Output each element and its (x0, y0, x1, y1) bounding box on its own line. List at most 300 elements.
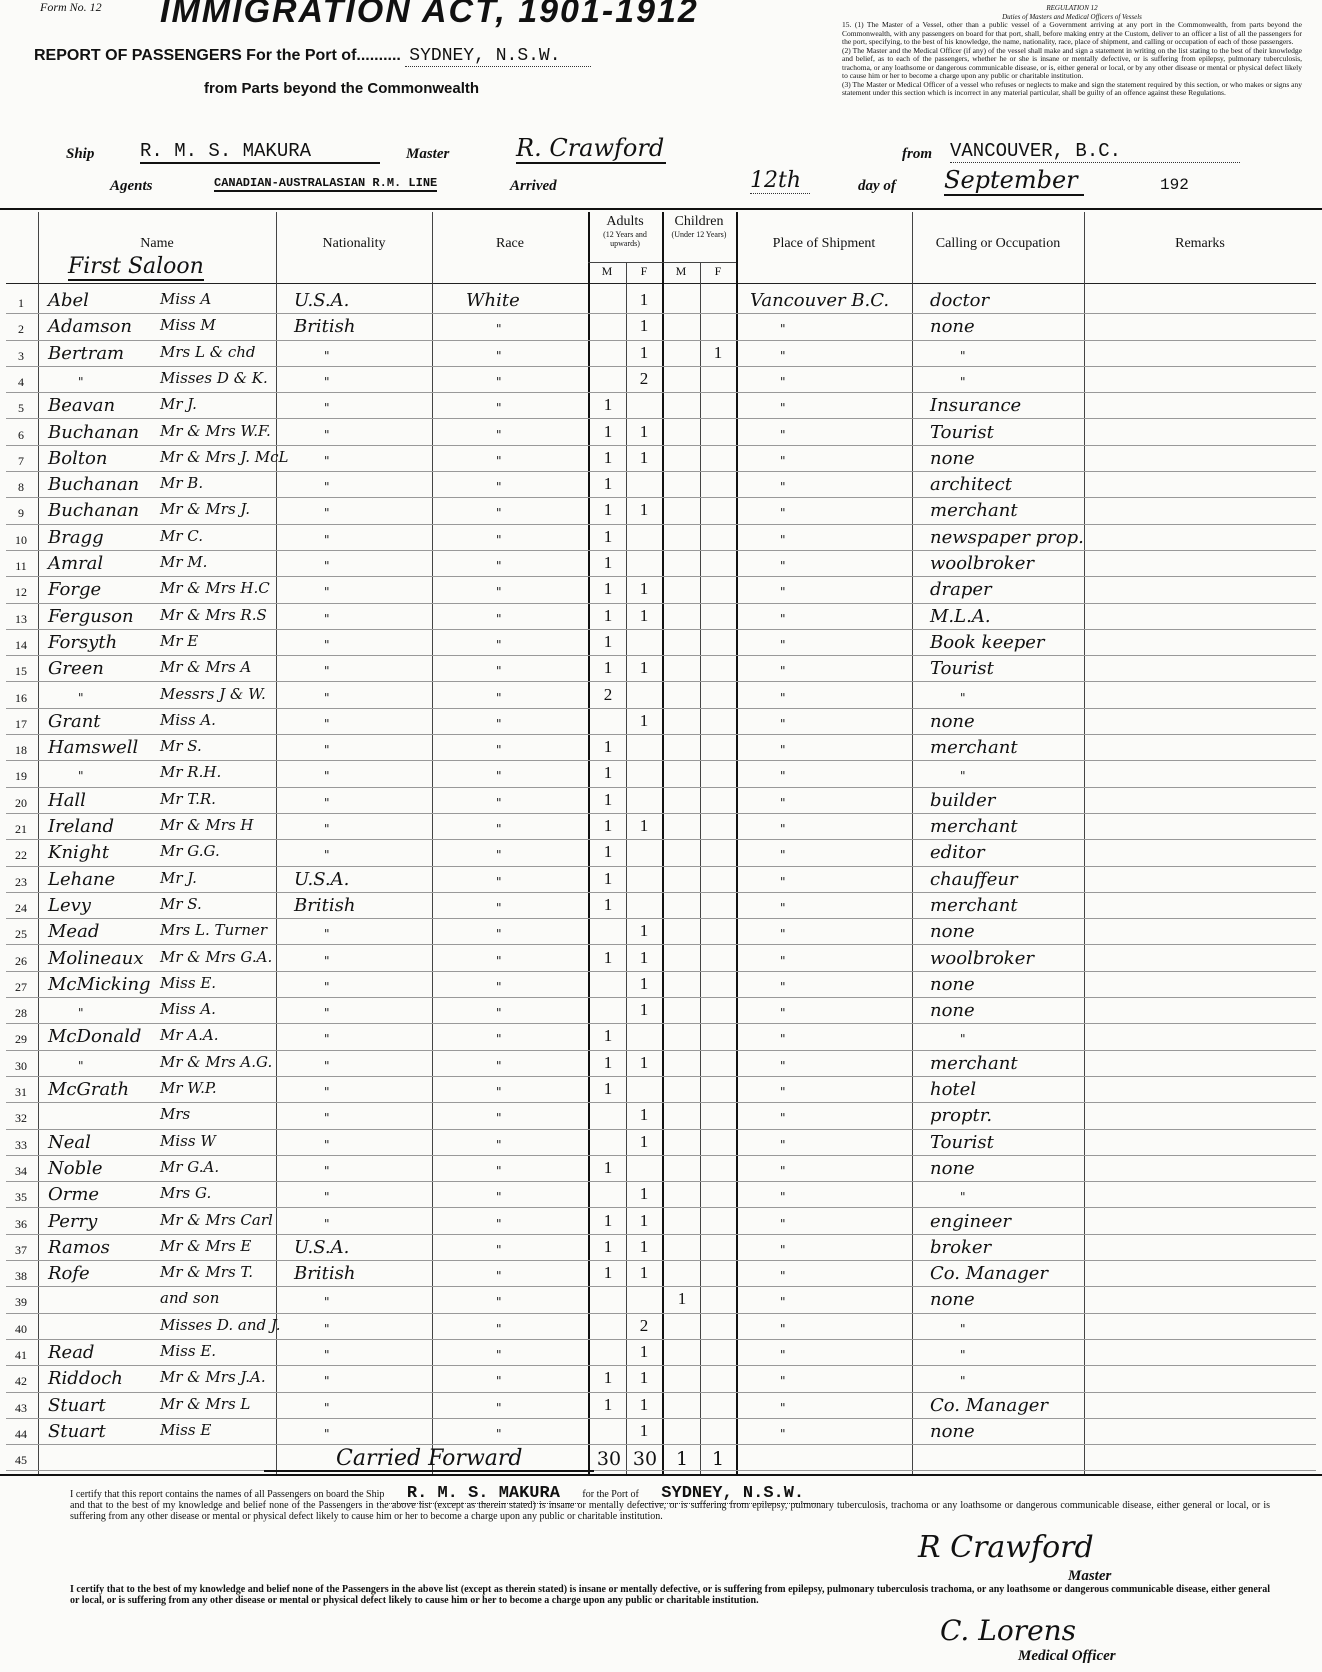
adults-m-count: 1 (603, 1236, 613, 1256)
passenger-occupation: hotel (930, 1079, 977, 1100)
passenger-race: " (496, 322, 502, 337)
adults-m-count: 1 (603, 421, 613, 441)
col-adults-m: M (601, 264, 613, 278)
row-number: 33 (15, 1137, 27, 1152)
row-number: 1 (18, 296, 24, 310)
adults-f-count: 1 (639, 1263, 649, 1283)
passenger-shipment: " (780, 1190, 786, 1205)
passenger-occupation: " (960, 1374, 966, 1389)
passenger-occupation: Tourist (930, 658, 994, 680)
row-number: 3 (18, 348, 24, 363)
passenger-surname: Knight (48, 842, 110, 864)
col-adults-f: F (640, 264, 648, 278)
port-value: SYDNEY, N.S.W. (405, 46, 590, 67)
passenger-race: " (496, 927, 502, 942)
passenger-given: Mr & Mrs J.A. (160, 1368, 266, 1387)
table-row (0, 1077, 1322, 1103)
day-of-label: day of (858, 178, 896, 194)
passenger-occupation: " (960, 348, 966, 363)
passenger-nationality: British (294, 1263, 356, 1285)
passenger-surname: Molineaux (48, 947, 144, 969)
passenger-given: Mr & Mrs L (160, 1394, 251, 1413)
passenger-surname: Bertram (48, 342, 125, 364)
adults-m-count: 1 (603, 658, 613, 678)
col-occupation: Calling or Occupation (935, 236, 1061, 251)
row-number: 34 (15, 1163, 27, 1178)
passenger-race: " (496, 348, 502, 363)
cert1-text-b: for the Port of (582, 1489, 639, 1500)
col-name: Name (140, 236, 174, 251)
passenger-given: Miss A (160, 290, 212, 308)
col-children-m: M (675, 264, 687, 278)
regulation-heading: REGULATION 12 (1046, 4, 1098, 12)
passenger-race: " (496, 874, 502, 889)
passenger-race: " (496, 1137, 502, 1152)
regulation-para-2: (2) The Master and the Medical Officer (if any) of the vessel shall make and sign a statement in writing on the list stating to the best of their knowledge and belief, as to each of the passengers, whether he or she is insane or mentally defective, or is suffering from epilepsy, pulmonary tuberculosis, trachoma, or any loathsome or dangerous communicable disease, or is, either general or local, or by any other disease or mental or physical defect likely to cause him or her to become a charge upon any public or charitable institution. (842, 45, 1302, 80)
passenger-surname: Stuart (48, 1420, 106, 1442)
row-number: 15 (15, 664, 27, 679)
passenger-nationality: " (324, 690, 330, 705)
passenger-surname: Mead (48, 921, 100, 943)
adults-f-count: 1 (639, 710, 649, 730)
regulation-subheading: Duties of Masters and Medical Officers of Vessels (1002, 12, 1142, 21)
passenger-nationality: " (324, 1137, 330, 1152)
passenger-race: " (496, 1032, 502, 1047)
passenger-surname: Perry (48, 1210, 98, 1232)
adults-m-count: 1 (603, 605, 613, 625)
passenger-shipment: " (780, 979, 786, 994)
row-number: 9 (18, 506, 24, 521)
passenger-shipment: Vancouver B.C. (750, 290, 890, 311)
passenger-nationality: British (294, 316, 356, 338)
passenger-shipment: " (780, 690, 786, 705)
adults-m-count: 1 (603, 816, 613, 835)
table-row (0, 498, 1322, 524)
passenger-shipment: " (780, 1374, 786, 1389)
passenger-occupation: doctor (930, 290, 990, 311)
passenger-given: Mr B. (160, 474, 204, 493)
passenger-given: Mr J. (160, 868, 197, 887)
passenger-given: Mr & Mrs W.F. (160, 421, 271, 440)
passenger-surname: Lehane (48, 868, 116, 890)
adults-m-count: 1 (603, 1052, 613, 1072)
row-number: 30 (15, 1058, 27, 1073)
table-row (0, 656, 1322, 682)
carried-label: Carried Forward (336, 1446, 523, 1471)
ship-value: R. M. S. MAKURA (140, 140, 380, 164)
passenger-given: Miss E (160, 1420, 212, 1439)
table-row (0, 393, 1322, 419)
passenger-nationality: " (324, 664, 330, 679)
table-row (0, 1182, 1322, 1208)
passenger-race: " (496, 1058, 502, 1073)
table-row (0, 867, 1322, 893)
adults-f-count: 1 (639, 1210, 649, 1230)
table-row (0, 1024, 1322, 1050)
passenger-occupation: merchant (930, 500, 1018, 522)
passenger-occupation: merchant (930, 816, 1018, 837)
passenger-race: " (496, 979, 502, 994)
passenger-given: Miss E. (160, 973, 217, 992)
passenger-race: " (496, 953, 502, 968)
passenger-given: Mr G.G. (160, 842, 220, 861)
passenger-nationality: " (324, 1321, 330, 1336)
col-race: Race (496, 236, 524, 251)
passenger-shipment: " (780, 1058, 786, 1073)
row-number: 13 (15, 611, 27, 626)
passenger-shipment: " (780, 1111, 786, 1126)
passenger-occupation: M.L.A. (930, 605, 991, 627)
from-parts: from Parts beyond the Commonwealth (204, 80, 480, 97)
row-number: 39 (15, 1295, 27, 1310)
passenger-shipment: " (780, 1400, 786, 1415)
passenger-nationality: " (324, 953, 330, 968)
passenger-shipment: " (780, 585, 786, 600)
passenger-nationality: " (324, 848, 330, 863)
passenger-race: " (496, 480, 502, 495)
passenger-nationality: " (324, 401, 330, 416)
adults-m-count: 1 (603, 500, 613, 520)
table-row (0, 630, 1322, 656)
passenger-given: Mr & Mrs A.G. (160, 1052, 273, 1071)
table-row (0, 314, 1322, 340)
row-number: 31 (15, 1085, 27, 1099)
passenger-nationality: " (324, 1163, 330, 1178)
passenger-surname: Rofe (48, 1263, 90, 1285)
passenger-nationality: " (324, 1348, 330, 1362)
col-adults-label: Adults (606, 214, 644, 229)
passenger-shipment: " (780, 1295, 786, 1310)
passenger-occupation: merchant (930, 894, 1018, 916)
row-number: 27 (15, 979, 27, 994)
row-number: 18 (15, 743, 27, 758)
header-divider (6, 283, 1316, 284)
medical-certificate: I certify that to the best of my knowledge and belief none of the Passengers in the above list (except as therein stated) is insane or mentally defective, or is suffering from epilepsy, pulmonary tuberculosis trachoma, or any loathsome or dangerous communicable disease, either general or local, or is suffering from any other disease or mental or physical defect likely to cause him or her to become a charge upon any public or charitable institution. (70, 1584, 1270, 1606)
adults-m-count: 2 (603, 684, 613, 704)
passenger-race: " (496, 637, 502, 652)
passenger-given: Mrs G. (160, 1184, 212, 1203)
table-row (0, 525, 1322, 551)
table-row (0, 1156, 1322, 1182)
table-row (0, 814, 1322, 840)
passenger-occupation: Tourist (930, 1131, 994, 1153)
table-row (0, 341, 1322, 367)
passenger-surname: Green (48, 658, 104, 680)
regulation-para-3: (3) The Master or Medical Officer of a vessel who refuses or neglects to make and sign the statement required by this section, or who makes or signs any statement under this section which is incorrect in any material particular, shall be guilty of an offence against these Regulations. (842, 79, 1302, 97)
adults-f-count: 1 (639, 1184, 649, 1204)
passenger-surname: Buchanan (48, 421, 140, 443)
adults-m-count: 1 (603, 763, 613, 783)
passenger-surname: " (78, 1006, 84, 1021)
passenger-nationality: " (324, 1006, 330, 1021)
passenger-shipment: " (780, 1348, 786, 1362)
passenger-nationality: " (324, 427, 330, 442)
passenger-race: " (496, 1374, 502, 1389)
passenger-given: Miss E. (160, 1342, 217, 1360)
passenger-shipment: " (780, 1006, 786, 1021)
passenger-occupation: none (930, 710, 975, 732)
section-label: First Saloon (68, 254, 204, 279)
col-children-f: F (714, 264, 722, 278)
col-children-label: Children (674, 214, 724, 229)
passenger-race: " (496, 1321, 502, 1336)
passenger-given: Mr M. (160, 553, 208, 571)
passenger-shipment: " (780, 322, 786, 337)
regulation-block (842, 4, 1302, 98)
passenger-race: " (496, 900, 502, 915)
adults-m-count: 1 (603, 1394, 613, 1414)
passenger-given: and son (160, 1289, 220, 1308)
passenger-nationality: " (324, 532, 330, 547)
passenger-race: " (496, 506, 502, 521)
adults-f-count: 1 (639, 1368, 649, 1388)
passenger-given: Miss M (160, 316, 216, 335)
passenger-occupation: " (960, 1032, 966, 1047)
adults-m-count: 1 (603, 447, 613, 467)
cert1-text-a: I certify that this report contains the names of all Passengers on board the Ship (70, 1489, 385, 1500)
table-row (0, 761, 1322, 787)
passenger-shipment: " (780, 1321, 786, 1336)
passenger-given: Mr C. (160, 526, 204, 545)
passenger-given: Mr & Mrs T. (160, 1263, 253, 1282)
master-certificate (70, 1484, 1270, 1522)
passenger-occupation: Tourist (930, 421, 994, 443)
carried-adults-f: 30 (632, 1448, 658, 1470)
row-number: 8 (18, 480, 24, 495)
passenger-nationality: U.S.A. (294, 1236, 350, 1258)
passenger-given: Mrs L. Turner (160, 921, 268, 940)
passenger-surname: McGrath (48, 1079, 130, 1100)
passenger-surname: Bragg (48, 526, 104, 548)
table-row (0, 893, 1322, 919)
passenger-nationality: U.S.A. (294, 868, 350, 890)
passenger-surname: Forsyth (48, 631, 118, 653)
adults-f-count: 1 (639, 658, 649, 678)
passenger-surname: Noble (48, 1157, 103, 1179)
passenger-nationality: " (324, 611, 330, 626)
adults-f-count: 1 (639, 973, 649, 993)
passenger-shipment: " (780, 427, 786, 442)
passenger-occupation: none (930, 1289, 975, 1311)
passenger-nationality: " (324, 1085, 330, 1099)
passenger-given: Mr & Mrs E (160, 1236, 252, 1255)
passenger-shipment: " (780, 664, 786, 679)
day-value: 12th (750, 168, 810, 194)
passenger-occupation: " (960, 1321, 966, 1336)
passenger-nationality: " (324, 1190, 330, 1205)
passenger-race: " (496, 374, 502, 389)
passenger-race: " (496, 1348, 502, 1362)
passenger-occupation: " (960, 1348, 966, 1362)
passenger-race: " (496, 1111, 502, 1126)
passenger-surname: Amral (48, 553, 104, 574)
report-heading: REPORT OF PASSENGERS For the Port of.......... SYDNEY, N.S.W. (34, 46, 591, 66)
adults-m-count: 1 (603, 1026, 613, 1046)
passenger-surname: " (78, 1058, 84, 1073)
passenger-given: Mr & Mrs R.S (160, 605, 267, 624)
from-value: VANCOUVER, B.C. (950, 140, 1240, 163)
adults-f-count: 1 (639, 290, 649, 309)
row-number: 19 (15, 769, 27, 784)
passenger-shipment: " (780, 401, 786, 416)
passenger-nationality: " (324, 979, 330, 994)
table-bottom-rule (0, 1474, 1322, 1476)
passenger-occupation: " (960, 769, 966, 784)
adults-m-count: 1 (603, 894, 613, 914)
row-number: 26 (15, 953, 27, 968)
table-row (0, 1366, 1322, 1392)
passenger-nationality: " (324, 769, 330, 784)
passenger-nationality: " (324, 1400, 330, 1415)
passenger-given: Mr & Mrs A (160, 658, 252, 677)
table-row (0, 840, 1322, 866)
passenger-race: " (496, 848, 502, 863)
passenger-race: " (496, 1216, 502, 1231)
passenger-surname: Ferguson (48, 605, 134, 627)
passenger-nationality: " (324, 585, 330, 600)
passenger-nationality: " (324, 374, 330, 389)
row-number: 11 (15, 559, 27, 573)
medical-signature: C. Lorens (940, 1614, 1077, 1647)
row-number: 36 (15, 1216, 27, 1231)
passenger-given: Mr & Mrs J. McL (160, 447, 289, 466)
table-row (0, 998, 1322, 1024)
table-row (0, 1340, 1322, 1366)
passenger-occupation: broker (930, 1236, 992, 1258)
passenger-surname: Adamson (48, 316, 132, 338)
row-number: 2 (18, 322, 24, 337)
passenger-nationality: " (324, 1374, 330, 1389)
table-row (0, 577, 1322, 603)
master-signature: R Crawford (918, 1530, 1094, 1565)
table-row (0, 735, 1322, 761)
passenger-nationality: " (324, 1058, 330, 1073)
passenger-occupation: Co. Manager (930, 1263, 1049, 1285)
passenger-surname: Bolton (48, 447, 108, 469)
adults-m-count: 1 (603, 553, 613, 572)
table-row (0, 472, 1322, 498)
adults-f-count: 2 (639, 368, 649, 388)
passenger-surname: Riddoch (48, 1368, 123, 1390)
passenger-given: Miss W (160, 1131, 216, 1150)
passenger-surname: Orme (48, 1184, 100, 1206)
adults-f-count: 1 (639, 1394, 649, 1414)
passenger-shipment: " (780, 374, 786, 389)
passenger-occupation: editor (930, 842, 985, 864)
passenger-nationality: U.S.A. (294, 290, 350, 311)
passenger-occupation: none (930, 447, 975, 469)
passenger-race: " (496, 585, 502, 600)
master-value: R. Crawford (516, 134, 665, 162)
passenger-nationality: British (294, 894, 356, 916)
master-sig-label: Master (1068, 1568, 1112, 1584)
adults-f-count: 1 (639, 605, 649, 625)
passenger-surname: Levy (48, 894, 91, 916)
table-row (0, 1287, 1322, 1313)
passenger-race: " (496, 1269, 502, 1284)
year-value: 192 (1160, 176, 1189, 194)
passenger-surname: Stuart (48, 1394, 106, 1416)
passenger-occupation: Book keeper (930, 631, 1045, 653)
row-number: 10 (15, 532, 27, 547)
table-row (0, 420, 1322, 446)
passenger-given: Mr A.A. (160, 1026, 219, 1045)
adults-m-count: 1 (603, 1263, 613, 1283)
col-children-sub: (Under 12 Years) (671, 230, 727, 239)
regulation-para-1: 15. (1) The Master of a Vessel, other than a public vessel of a Government arriving at any port in the Commonwealth, from parts beyond the Commonwealth, with any passengers on board for that port, shall, before making entry at the Custom, deliver to an officer a list of all the passengers for the port, specifying, to the best of his knowledge, the name, nationality, race, place of shipment, and calling or occupation of each of those passengers. (842, 20, 1302, 46)
row-number: 40 (15, 1321, 27, 1336)
passenger-shipment: " (780, 1426, 786, 1441)
adults-f-count: 1 (639, 579, 649, 599)
adults-f-count: 1 (639, 1420, 649, 1440)
passenger-race: " (496, 427, 502, 442)
passenger-occupation: none (930, 1157, 975, 1179)
agents-value: CANADIAN-AUSTRALASIAN R.M. LINE (214, 176, 438, 190)
passenger-surname: Hall (48, 789, 86, 811)
passenger-surname: Buchanan (48, 500, 140, 522)
passenger-race: " (496, 769, 502, 784)
passenger-surname: " (78, 374, 84, 389)
adults-f-count: 1 (639, 447, 649, 467)
passenger-race: " (496, 1006, 502, 1021)
passenger-shipment: " (780, 822, 786, 836)
passenger-surname: Hamswell (48, 737, 139, 759)
passenger-shipment: " (780, 848, 786, 863)
adults-f-count: 1 (639, 342, 649, 362)
passenger-given: Misses D & K. (160, 368, 268, 387)
row-number: 38 (15, 1269, 27, 1284)
adults-m-count: 1 (603, 1079, 613, 1098)
passenger-shipment: " (780, 532, 786, 547)
passenger-shipment: " (780, 559, 786, 573)
passenger-occupation: woolbroker (930, 947, 1034, 969)
passenger-race: " (496, 611, 502, 626)
adults-m-count: 1 (603, 1368, 613, 1388)
passenger-race: " (496, 795, 502, 810)
table-row (0, 1051, 1322, 1077)
month-value: September (944, 166, 1084, 196)
passenger-occupation: none (930, 316, 975, 338)
row-number: 41 (15, 1348, 27, 1362)
passenger-surname: McDonald (48, 1026, 142, 1048)
carried-adults-m: 30 (596, 1448, 622, 1470)
passenger-shipment: " (780, 900, 786, 915)
passenger-nationality: " (324, 480, 330, 495)
table-row (0, 1103, 1322, 1129)
adults-m-count: 1 (603, 1210, 613, 1230)
passenger-surname: Neal (48, 1131, 91, 1153)
from-label: from (902, 146, 932, 162)
passenger-nationality: " (324, 716, 330, 731)
adults-f-count: 2 (639, 1315, 649, 1335)
adults-m-count: 1 (603, 789, 613, 809)
table-row (0, 367, 1322, 393)
row-number: 24 (15, 900, 27, 915)
passenger-given: Mr & Mrs J. (160, 500, 251, 519)
passenger-occupation: woolbroker (930, 553, 1034, 574)
row-number: 21 (15, 822, 27, 836)
passenger-shipment: " (780, 1085, 786, 1099)
passenger-nationality: " (324, 822, 330, 836)
row-number: 6 (18, 427, 24, 442)
row-number: 20 (15, 795, 27, 810)
passenger-given: Mr S. (160, 894, 202, 913)
row-number: 23 (15, 874, 27, 889)
row-number: 22 (15, 848, 27, 863)
cert1-port: SYDNEY, N.S.W. (641, 1484, 824, 1504)
passenger-surname: " (78, 690, 84, 705)
children-f-count: 1 (713, 342, 723, 362)
